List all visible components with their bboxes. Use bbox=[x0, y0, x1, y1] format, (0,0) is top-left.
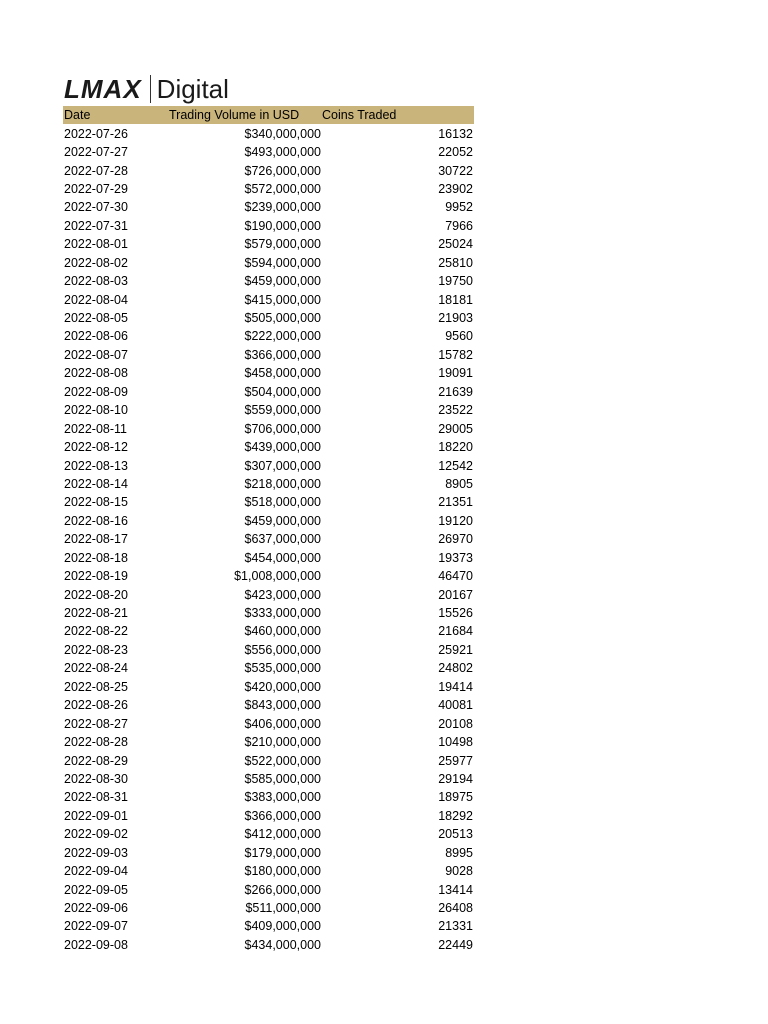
table-row bbox=[63, 346, 474, 364]
cell-trading-volume: $333,000,000 bbox=[244, 606, 321, 621]
cell-date: 2022-08-09 bbox=[64, 384, 128, 399]
table-row bbox=[63, 549, 474, 567]
table-row bbox=[63, 124, 474, 142]
cell-date: 2022-08-21 bbox=[64, 606, 128, 621]
cell-trading-volume: $434,000,000 bbox=[244, 937, 321, 952]
cell-date: 2022-07-29 bbox=[64, 181, 128, 196]
cell-coins-traded: 25024 bbox=[438, 237, 473, 252]
table-row bbox=[63, 290, 474, 308]
table-row bbox=[63, 733, 474, 751]
cell-coins-traded: 25921 bbox=[438, 642, 473, 657]
table-row bbox=[63, 641, 474, 659]
cell-date: 2022-08-22 bbox=[64, 624, 128, 639]
header-date: Date bbox=[64, 108, 91, 123]
table-row bbox=[63, 585, 474, 603]
cell-coins-traded: 9028 bbox=[445, 864, 473, 879]
cell-coins-traded: 23522 bbox=[438, 403, 473, 418]
cell-coins-traded: 19750 bbox=[438, 274, 473, 289]
table-row bbox=[63, 438, 474, 456]
table-row bbox=[63, 862, 474, 880]
cell-date: 2022-08-07 bbox=[64, 347, 128, 362]
table-row bbox=[63, 880, 474, 898]
cell-trading-volume: $218,000,000 bbox=[244, 476, 321, 491]
table-row bbox=[63, 493, 474, 511]
table-row bbox=[63, 825, 474, 843]
cell-trading-volume: $459,000,000 bbox=[244, 513, 321, 528]
table-row bbox=[63, 899, 474, 917]
table-row bbox=[63, 512, 474, 530]
cell-trading-volume: $585,000,000 bbox=[244, 771, 321, 786]
cell-trading-volume: $505,000,000 bbox=[244, 311, 321, 326]
cell-coins-traded: 18292 bbox=[438, 808, 473, 823]
cell-date: 2022-08-01 bbox=[64, 237, 128, 252]
cell-trading-volume: $366,000,000 bbox=[244, 347, 321, 362]
cell-coins-traded: 23902 bbox=[438, 181, 473, 196]
cell-coins-traded: 15782 bbox=[438, 347, 473, 362]
table-row bbox=[63, 622, 474, 640]
cell-date: 2022-08-14 bbox=[64, 476, 128, 491]
table-row bbox=[63, 659, 474, 677]
cell-date: 2022-08-20 bbox=[64, 587, 128, 602]
cell-coins-traded: 16132 bbox=[438, 126, 473, 141]
cell-trading-volume: $190,000,000 bbox=[244, 218, 321, 233]
cell-coins-traded: 8905 bbox=[445, 476, 473, 491]
table-row bbox=[63, 604, 474, 622]
cell-date: 2022-08-04 bbox=[64, 292, 128, 307]
table-row bbox=[63, 383, 474, 401]
cell-date: 2022-08-30 bbox=[64, 771, 128, 786]
cell-trading-volume: $579,000,000 bbox=[244, 237, 321, 252]
cell-date: 2022-09-07 bbox=[64, 919, 128, 934]
cell-coins-traded: 18975 bbox=[438, 790, 473, 805]
table-row bbox=[63, 807, 474, 825]
cell-date: 2022-08-16 bbox=[64, 513, 128, 528]
cell-date: 2022-08-17 bbox=[64, 532, 128, 547]
cell-date: 2022-09-02 bbox=[64, 827, 128, 842]
cell-date: 2022-09-06 bbox=[64, 901, 128, 916]
cell-coins-traded: 21903 bbox=[438, 311, 473, 326]
cell-date: 2022-08-24 bbox=[64, 661, 128, 676]
table-row bbox=[63, 235, 474, 253]
cell-date: 2022-08-23 bbox=[64, 642, 128, 657]
table-row bbox=[63, 198, 474, 216]
cell-date: 2022-08-11 bbox=[64, 421, 128, 436]
cell-trading-volume: $637,000,000 bbox=[244, 532, 321, 547]
cell-trading-volume: $340,000,000 bbox=[244, 126, 321, 141]
cell-date: 2022-09-01 bbox=[64, 808, 128, 823]
table-header-row bbox=[63, 106, 474, 124]
cell-trading-volume: $420,000,000 bbox=[244, 679, 321, 694]
trading-volume-table bbox=[63, 106, 474, 954]
cell-trading-volume: $843,000,000 bbox=[244, 698, 321, 713]
cell-coins-traded: 29005 bbox=[438, 421, 473, 436]
cell-date: 2022-08-26 bbox=[64, 698, 128, 713]
cell-date: 2022-09-05 bbox=[64, 882, 128, 897]
cell-trading-volume: $460,000,000 bbox=[244, 624, 321, 639]
table-row bbox=[63, 217, 474, 235]
cell-date: 2022-08-06 bbox=[64, 329, 128, 344]
table-row bbox=[63, 401, 474, 419]
table-row bbox=[63, 161, 474, 179]
cell-date: 2022-08-25 bbox=[64, 679, 128, 694]
logo-mark: LMAX bbox=[64, 74, 142, 104]
cell-trading-volume: $511,000,000 bbox=[245, 901, 321, 916]
cell-trading-volume: $439,000,000 bbox=[244, 440, 321, 455]
table-row bbox=[63, 254, 474, 272]
cell-trading-volume: $493,000,000 bbox=[244, 145, 321, 160]
cell-date: 2022-08-29 bbox=[64, 753, 128, 768]
cell-trading-volume: $222,000,000 bbox=[244, 329, 321, 344]
table-row bbox=[63, 936, 474, 954]
cell-trading-volume: $409,000,000 bbox=[244, 919, 321, 934]
table-row bbox=[63, 788, 474, 806]
cell-coins-traded: 26970 bbox=[438, 532, 473, 547]
cell-coins-traded: 26408 bbox=[438, 901, 473, 916]
cell-date: 2022-08-05 bbox=[64, 311, 128, 326]
cell-date: 2022-08-10 bbox=[64, 403, 128, 418]
cell-coins-traded: 10498 bbox=[438, 735, 473, 750]
cell-date: 2022-08-08 bbox=[64, 366, 128, 381]
cell-coins-traded: 25977 bbox=[438, 753, 473, 768]
cell-coins-traded: 8995 bbox=[445, 845, 473, 860]
cell-date: 2022-07-30 bbox=[64, 200, 128, 215]
logo-divider bbox=[150, 75, 151, 103]
cell-trading-volume: $518,000,000 bbox=[244, 495, 321, 510]
cell-date: 2022-09-03 bbox=[64, 845, 128, 860]
cell-coins-traded: 19091 bbox=[438, 366, 473, 381]
cell-coins-traded: 7966 bbox=[445, 218, 473, 233]
cell-trading-volume: $239,000,000 bbox=[244, 200, 321, 215]
cell-coins-traded: 22052 bbox=[438, 145, 473, 160]
cell-coins-traded: 21639 bbox=[438, 384, 473, 399]
cell-coins-traded: 29194 bbox=[438, 771, 473, 786]
cell-date: 2022-09-08 bbox=[64, 937, 128, 952]
cell-coins-traded: 40081 bbox=[438, 698, 473, 713]
cell-date: 2022-08-15 bbox=[64, 495, 128, 510]
cell-coins-traded: 18220 bbox=[438, 440, 473, 455]
cell-coins-traded: 21351 bbox=[438, 495, 473, 510]
header-trading-volume: Trading Volume in USD bbox=[169, 108, 300, 123]
cell-coins-traded: 12542 bbox=[438, 458, 473, 473]
cell-date: 2022-08-13 bbox=[64, 458, 128, 473]
cell-coins-traded: 46470 bbox=[438, 569, 473, 584]
cell-coins-traded: 20513 bbox=[438, 827, 473, 842]
header-coins-traded: Coins Traded bbox=[322, 108, 397, 123]
cell-coins-traded: 25810 bbox=[438, 255, 473, 270]
table-row bbox=[63, 456, 474, 474]
cell-trading-volume: $307,000,000 bbox=[244, 458, 321, 473]
cell-coins-traded: 21684 bbox=[438, 624, 473, 639]
cell-trading-volume: $1,008,000,000 bbox=[234, 569, 321, 584]
cell-trading-volume: $572,000,000 bbox=[244, 181, 321, 196]
cell-trading-volume: $459,000,000 bbox=[244, 274, 321, 289]
cell-coins-traded: 13414 bbox=[438, 882, 473, 897]
cell-date: 2022-08-31 bbox=[64, 790, 128, 805]
cell-trading-volume: $415,000,000 bbox=[244, 292, 321, 307]
cell-date: 2022-09-04 bbox=[64, 864, 128, 879]
cell-coins-traded: 19120 bbox=[438, 513, 473, 528]
cell-trading-volume: $706,000,000 bbox=[244, 421, 321, 436]
table-row bbox=[63, 751, 474, 769]
cell-coins-traded: 15526 bbox=[438, 606, 473, 621]
cell-coins-traded: 19373 bbox=[438, 550, 473, 565]
cell-date: 2022-08-18 bbox=[64, 550, 128, 565]
cell-trading-volume: $179,000,000 bbox=[244, 845, 321, 860]
cell-trading-volume: $594,000,000 bbox=[244, 255, 321, 270]
cell-coins-traded: 30722 bbox=[438, 163, 473, 178]
table-row bbox=[63, 770, 474, 788]
table-row bbox=[63, 844, 474, 862]
cell-trading-volume: $726,000,000 bbox=[244, 163, 321, 178]
table-row bbox=[63, 327, 474, 345]
cell-date: 2022-08-19 bbox=[64, 569, 128, 584]
cell-date: 2022-08-03 bbox=[64, 274, 128, 289]
cell-trading-volume: $366,000,000 bbox=[244, 808, 321, 823]
cell-date: 2022-08-12 bbox=[64, 440, 128, 455]
cell-coins-traded: 9952 bbox=[445, 200, 473, 215]
cell-trading-volume: $412,000,000 bbox=[244, 827, 321, 842]
table-row bbox=[63, 180, 474, 198]
table-row bbox=[63, 696, 474, 714]
cell-trading-volume: $423,000,000 bbox=[244, 587, 321, 602]
table-row bbox=[63, 143, 474, 161]
cell-trading-volume: $559,000,000 bbox=[244, 403, 321, 418]
table-row bbox=[63, 678, 474, 696]
cell-trading-volume: $266,000,000 bbox=[244, 882, 321, 897]
cell-coins-traded: 20167 bbox=[438, 587, 473, 602]
cell-trading-volume: $522,000,000 bbox=[244, 753, 321, 768]
lmax-digital-logo bbox=[64, 72, 229, 106]
cell-coins-traded: 18181 bbox=[438, 292, 473, 307]
cell-date: 2022-07-26 bbox=[64, 126, 128, 141]
cell-coins-traded: 22449 bbox=[438, 937, 473, 952]
cell-coins-traded: 19414 bbox=[438, 679, 473, 694]
table-row bbox=[63, 475, 474, 493]
cell-coins-traded: 20108 bbox=[438, 716, 473, 731]
cell-date: 2022-08-28 bbox=[64, 735, 128, 750]
cell-date: 2022-07-27 bbox=[64, 145, 128, 160]
table-row bbox=[63, 917, 474, 935]
table-row bbox=[63, 530, 474, 548]
logo-text: Digital bbox=[156, 74, 229, 104]
table-row bbox=[63, 272, 474, 290]
cell-coins-traded: 9560 bbox=[445, 329, 473, 344]
table-row bbox=[63, 309, 474, 327]
cell-date: 2022-08-02 bbox=[64, 255, 128, 270]
table-row bbox=[63, 419, 474, 437]
table-row bbox=[63, 714, 474, 732]
cell-date: 2022-08-27 bbox=[64, 716, 128, 731]
cell-date: 2022-07-31 bbox=[64, 218, 128, 233]
cell-date: 2022-07-28 bbox=[64, 163, 128, 178]
cell-coins-traded: 24802 bbox=[438, 661, 473, 676]
cell-trading-volume: $383,000,000 bbox=[244, 790, 321, 805]
cell-trading-volume: $180,000,000 bbox=[244, 864, 321, 879]
cell-trading-volume: $454,000,000 bbox=[244, 550, 321, 565]
cell-trading-volume: $406,000,000 bbox=[244, 716, 321, 731]
table-row bbox=[63, 364, 474, 382]
cell-trading-volume: $535,000,000 bbox=[244, 661, 321, 676]
cell-trading-volume: $210,000,000 bbox=[244, 735, 321, 750]
table-row bbox=[63, 567, 474, 585]
cell-coins-traded: 21331 bbox=[438, 919, 473, 934]
cell-trading-volume: $556,000,000 bbox=[244, 642, 321, 657]
table-body bbox=[63, 124, 474, 954]
cell-trading-volume: $458,000,000 bbox=[244, 366, 321, 381]
cell-trading-volume: $504,000,000 bbox=[244, 384, 321, 399]
